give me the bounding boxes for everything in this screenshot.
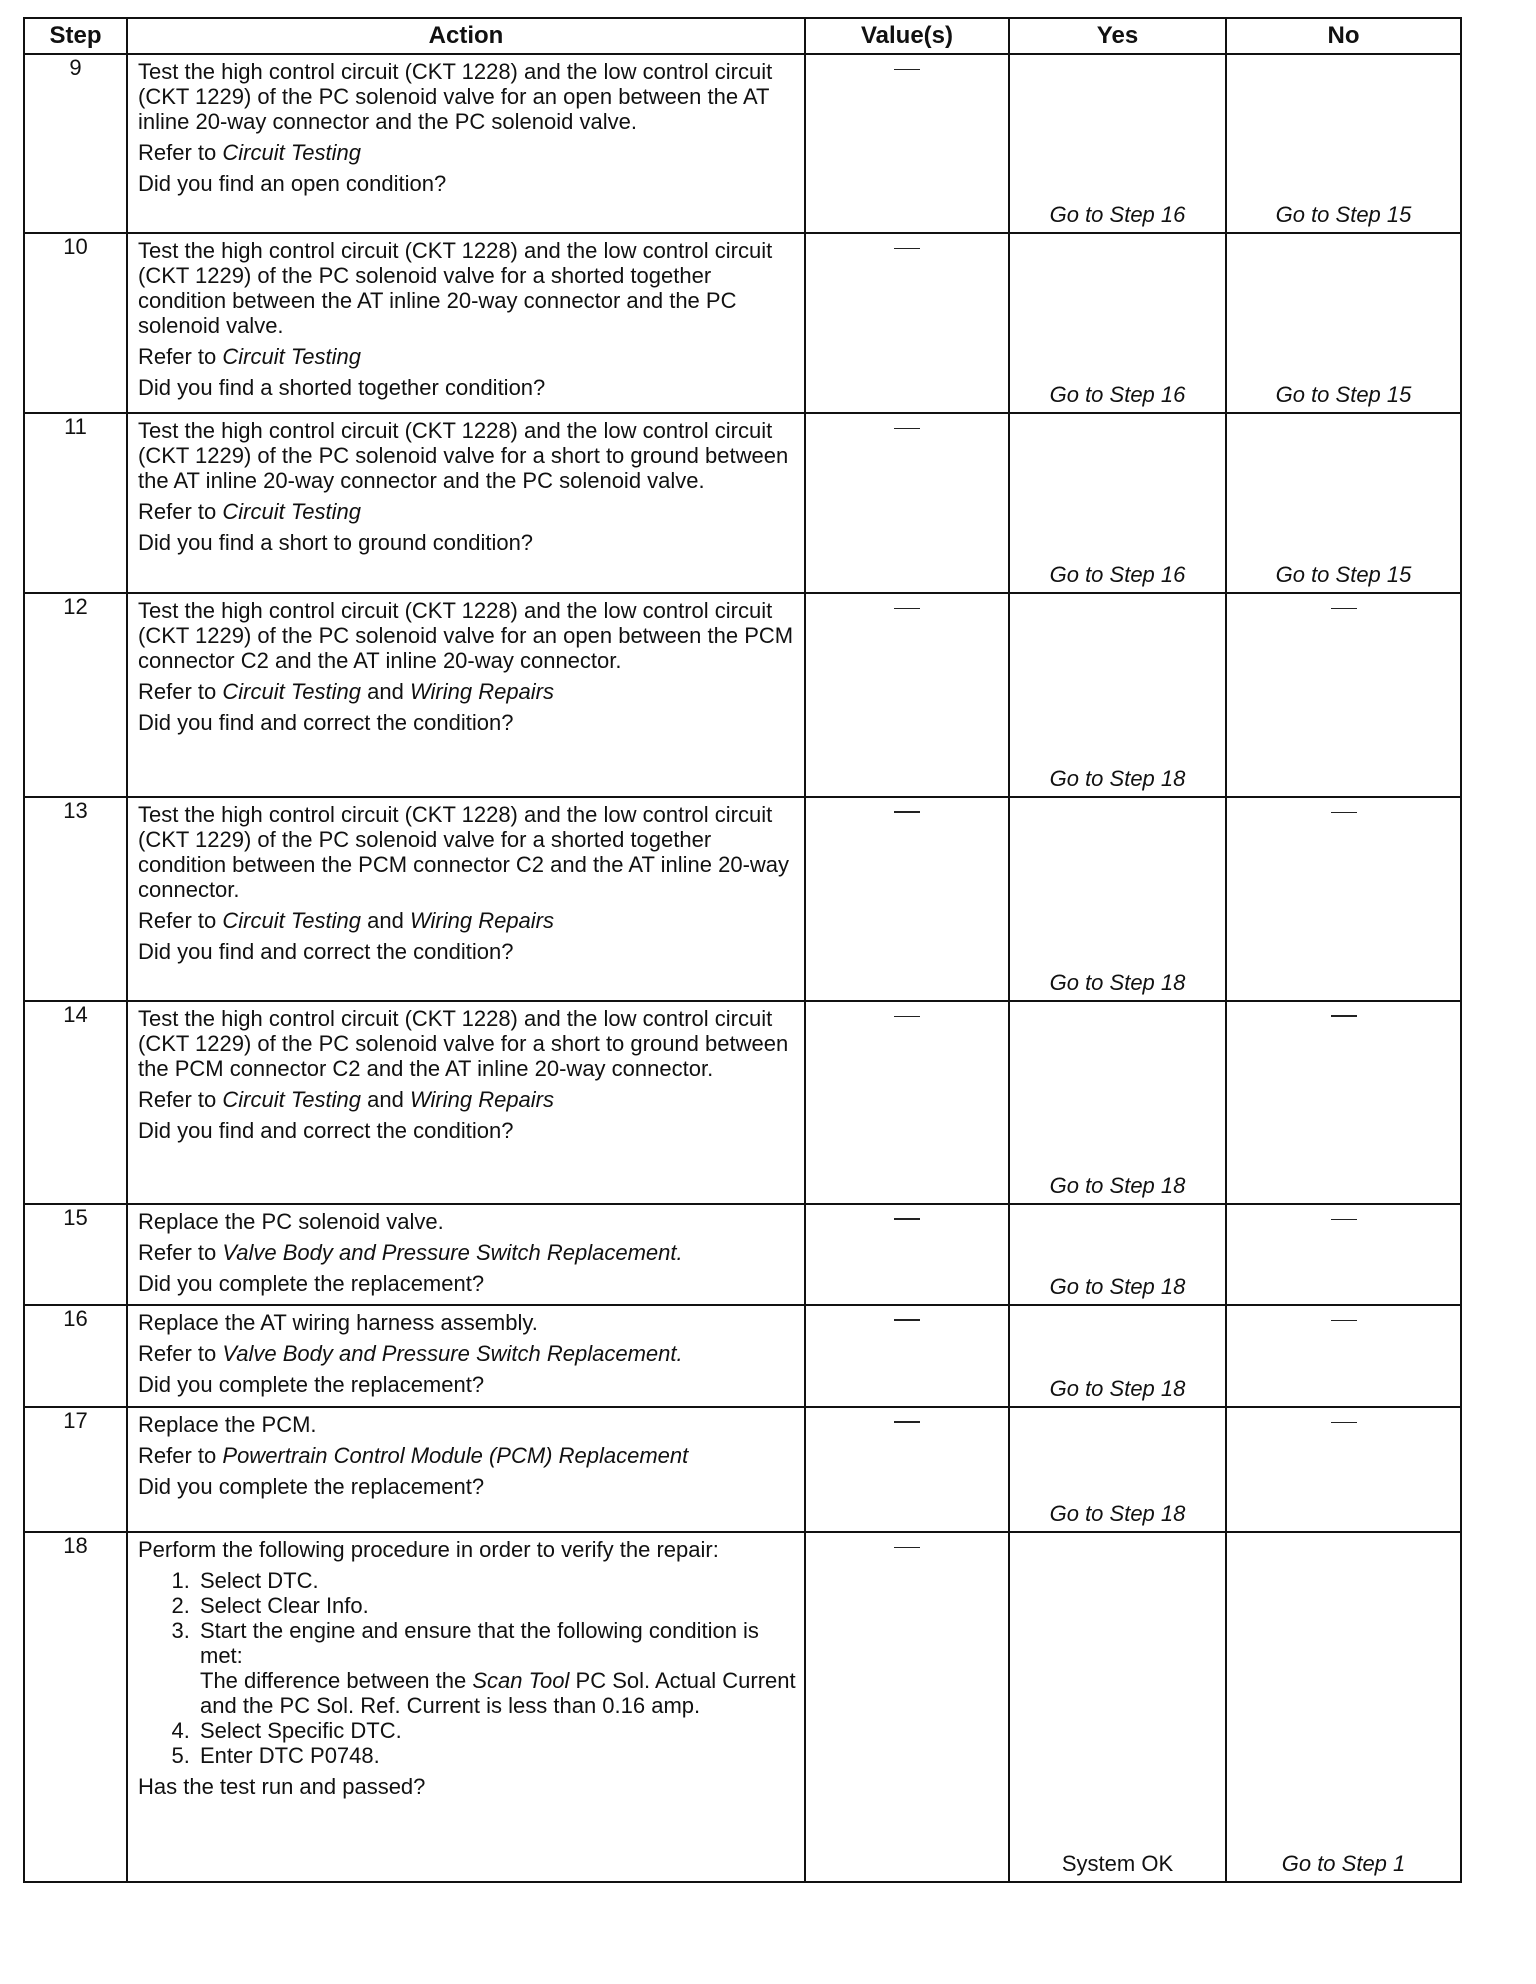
table-row — [24, 54, 1461, 233]
table-row — [24, 797, 1461, 1001]
step-number: 16 — [24, 1305, 127, 1407]
no-cell — [1226, 1001, 1461, 1204]
action-description: Replace the PCM. — [138, 1412, 317, 1437]
dash-mark — [1331, 1015, 1357, 1017]
action-description: Test the high control circuit (CKT 1228) and the low control circuit (CKT 1229) of the PC solenoid valve for a short to ground between the PCM connector C2 and the AT inline 20-way connector. — [138, 1006, 789, 1081]
table-row — [24, 593, 1461, 797]
action-cell — [127, 413, 805, 593]
yes-result: Go to Step 16 — [1049, 202, 1186, 227]
table-row — [24, 1204, 1461, 1305]
yes-result: Go to Step 18 — [1049, 1173, 1186, 1198]
action-cell — [127, 797, 805, 1001]
value-cell — [805, 1001, 1009, 1204]
no-cell — [1226, 1305, 1461, 1407]
ref-link: Circuit Testing — [222, 908, 361, 933]
ref-link: Wiring Repairs — [409, 908, 555, 933]
action-question: Did you find a shorted together condition? — [138, 375, 546, 400]
value-cell — [805, 593, 1009, 797]
ref-link: Powertrain Control Module (PCM) Replacement — [222, 1443, 689, 1468]
list-item: 1. Select DTC. — [196, 1568, 796, 1593]
header-row — [24, 18, 1461, 54]
no-cell — [1226, 413, 1461, 593]
action-description: Test the high control circuit (CKT 1228) and the low control circuit (CKT 1229) of the PC solenoid valve for a shorted together condition between the AT inline 20-way connector and the PC solenoid valve. — [138, 238, 773, 338]
step-number: 18 — [24, 1532, 127, 1882]
step-number: 9 — [24, 54, 127, 233]
dash-mark — [894, 1016, 920, 1017]
refer-line: Refer to Circuit Testing and Wiring Repairs — [138, 679, 555, 704]
no-cell — [1226, 1532, 1461, 1882]
dash-mark — [1331, 1219, 1357, 1220]
action-question: Did you find an open condition? — [138, 171, 447, 196]
ref-link: Circuit Testing — [222, 679, 361, 704]
no-cell — [1226, 54, 1461, 233]
no-cell — [1226, 593, 1461, 797]
action-cell — [127, 1305, 805, 1407]
step-number: 12 — [24, 593, 127, 797]
action-cell — [127, 233, 805, 413]
yes-result: Go to Step 18 — [1049, 766, 1186, 791]
dash-mark — [894, 1218, 920, 1220]
action-question: Did you find a short to ground condition? — [138, 530, 534, 555]
step-number: 13 — [24, 797, 127, 1001]
list-item: 4. Select Specific DTC. — [196, 1718, 796, 1743]
list-item: 2. Select Clear Info. — [196, 1593, 796, 1618]
yes-result: System OK — [1061, 1851, 1174, 1876]
refer-line: Refer to Circuit Testing — [138, 344, 361, 369]
no-result: Go to Step 15 — [1275, 202, 1412, 227]
refer-line: Refer to Valve Body and Pressure Switch Replacement. — [138, 1240, 683, 1265]
action-cell — [127, 1001, 805, 1204]
table-row — [24, 1407, 1461, 1532]
condition-detail: The difference between the Scan Tool PC Sol. Actual Current and the PC Sol. Ref. Current is less than 0.16 amp. — [200, 1668, 796, 1718]
yes-cell — [1009, 797, 1226, 1001]
list-item: 5. Enter DTC P0748. — [196, 1743, 796, 1768]
table-row — [24, 413, 1461, 593]
yes-result: Go to Step 18 — [1049, 1376, 1186, 1401]
action-question: Did you find and correct the condition? — [138, 710, 514, 735]
dash-mark — [894, 1547, 920, 1548]
action-cell — [127, 1407, 805, 1532]
header-action: Action — [127, 18, 805, 54]
yes-cell — [1009, 1204, 1226, 1305]
dash-mark — [1331, 608, 1357, 609]
action-cell — [127, 1532, 805, 1882]
no-cell — [1226, 797, 1461, 1001]
action-cell — [127, 593, 805, 797]
yes-cell — [1009, 233, 1226, 413]
dash-mark — [894, 811, 920, 813]
table-row — [24, 233, 1461, 413]
refer-line: Refer to Valve Body and Pressure Switch Replacement. — [138, 1341, 683, 1366]
no-cell — [1226, 233, 1461, 413]
header-values: Value(s) — [805, 18, 1009, 54]
table-row — [24, 1532, 1461, 1882]
procedure-list — [138, 1568, 796, 1768]
step-number: 15 — [24, 1204, 127, 1305]
yes-result: Go to Step 18 — [1049, 1501, 1186, 1526]
dash-mark — [1331, 1422, 1357, 1423]
refer-line: Refer to Circuit Testing — [138, 140, 361, 165]
diagnostic-table — [23, 17, 1462, 1883]
yes-cell — [1009, 593, 1226, 797]
no-cell — [1226, 1204, 1461, 1305]
action-question: Did you find and correct the condition? — [138, 1118, 514, 1143]
value-cell — [805, 797, 1009, 1001]
value-cell — [805, 1204, 1009, 1305]
action-question: Did you find and correct the condition? — [138, 939, 514, 964]
yes-result: Go to Step 18 — [1049, 1274, 1186, 1299]
list-item: 3. Start the engine and ensure that the following condition is met: The difference between the Scan Tool PC Sol. Actual Current and the PC Sol. Ref. Current is less than 0.16 amp. — [196, 1618, 796, 1718]
ref-link: Circuit Testing — [222, 1087, 361, 1112]
action-question: Has the test run and passed? — [138, 1774, 426, 1799]
action-cell — [127, 54, 805, 233]
yes-result: Go to Step 16 — [1049, 562, 1186, 587]
yes-result: Go to Step 18 — [1049, 970, 1186, 995]
action-description: Test the high control circuit (CKT 1228) and the low control circuit (CKT 1229) of the PC solenoid valve for a shorted together condition between the PCM connector C2 and the AT inline 20-way connector. — [138, 802, 790, 902]
dash-mark — [894, 1421, 920, 1423]
action-question: Did you complete the replacement? — [138, 1271, 485, 1296]
value-cell — [805, 1532, 1009, 1882]
ref-link: Circuit Testing — [222, 344, 361, 369]
dash-mark — [894, 608, 920, 609]
value-cell — [805, 233, 1009, 413]
dash-mark — [894, 248, 920, 249]
yes-cell — [1009, 1305, 1226, 1407]
refer-line: Refer to Circuit Testing — [138, 499, 361, 524]
refer-line: Refer to Powertrain Control Module (PCM) Replacement — [138, 1443, 689, 1468]
ref-link: Circuit Testing — [222, 499, 361, 524]
table-row — [24, 1001, 1461, 1204]
value-cell — [805, 1305, 1009, 1407]
dash-mark — [894, 1319, 920, 1321]
yes-cell — [1009, 1532, 1226, 1882]
no-result: Go to Step 15 — [1275, 562, 1412, 587]
action-question: Did you complete the replacement? — [138, 1372, 485, 1397]
action-description: Test the high control circuit (CKT 1228) and the low control circuit (CKT 1229) of the PC solenoid valve for a short to ground between the AT inline 20-way connector and the PC solenoid valve. — [138, 418, 789, 493]
yes-cell — [1009, 413, 1226, 593]
action-description: Replace the PC solenoid valve. — [138, 1209, 444, 1234]
action-question: Did you complete the replacement? — [138, 1474, 485, 1499]
header-no: No — [1226, 18, 1461, 54]
dash-mark — [894, 428, 920, 429]
step-number: 11 — [24, 413, 127, 593]
refer-line: Refer to Circuit Testing and Wiring Repairs — [138, 908, 555, 933]
action-description: Perform the following procedure in order to verify the repair: — [138, 1537, 719, 1562]
action-description: Test the high control circuit (CKT 1228) and the low control circuit (CKT 1229) of the PC solenoid valve for an open between the AT inline 20-way connector and the PC solenoid valve. — [138, 59, 773, 134]
action-description: Replace the AT wiring harness assembly. — [138, 1310, 538, 1335]
value-cell — [805, 413, 1009, 593]
dash-mark — [894, 69, 920, 70]
value-cell — [805, 1407, 1009, 1532]
yes-cell — [1009, 1001, 1226, 1204]
action-cell — [127, 1204, 805, 1305]
dash-mark — [1331, 812, 1357, 813]
header-yes: Yes — [1009, 18, 1226, 54]
step-number: 10 — [24, 233, 127, 413]
step-number: 17 — [24, 1407, 127, 1532]
action-description: Test the high control circuit (CKT 1228) and the low control circuit (CKT 1229) of the PC solenoid valve for an open between the PCM connector C2 and the AT inline 20-way connector. — [138, 598, 794, 673]
no-cell — [1226, 1407, 1461, 1532]
header-step: Step — [24, 18, 127, 54]
ref-link: Wiring Repairs — [409, 1087, 555, 1112]
yes-cell — [1009, 54, 1226, 233]
ref-link: Wiring Repairs — [409, 679, 555, 704]
yes-result: Go to Step 16 — [1049, 382, 1186, 407]
no-result: Go to Step 1 — [1281, 1851, 1406, 1876]
ref-link: Valve Body and Pressure Switch Replacement. — [222, 1341, 683, 1366]
yes-cell — [1009, 1407, 1226, 1532]
dash-mark — [1331, 1320, 1357, 1321]
step-number: 14 — [24, 1001, 127, 1204]
refer-line: Refer to Circuit Testing and Wiring Repairs — [138, 1087, 555, 1112]
table-row — [24, 1305, 1461, 1407]
ref-link: Valve Body and Pressure Switch Replacement. — [222, 1240, 683, 1265]
no-result: Go to Step 15 — [1275, 382, 1412, 407]
value-cell — [805, 54, 1009, 233]
ref-link: Circuit Testing — [222, 140, 361, 165]
